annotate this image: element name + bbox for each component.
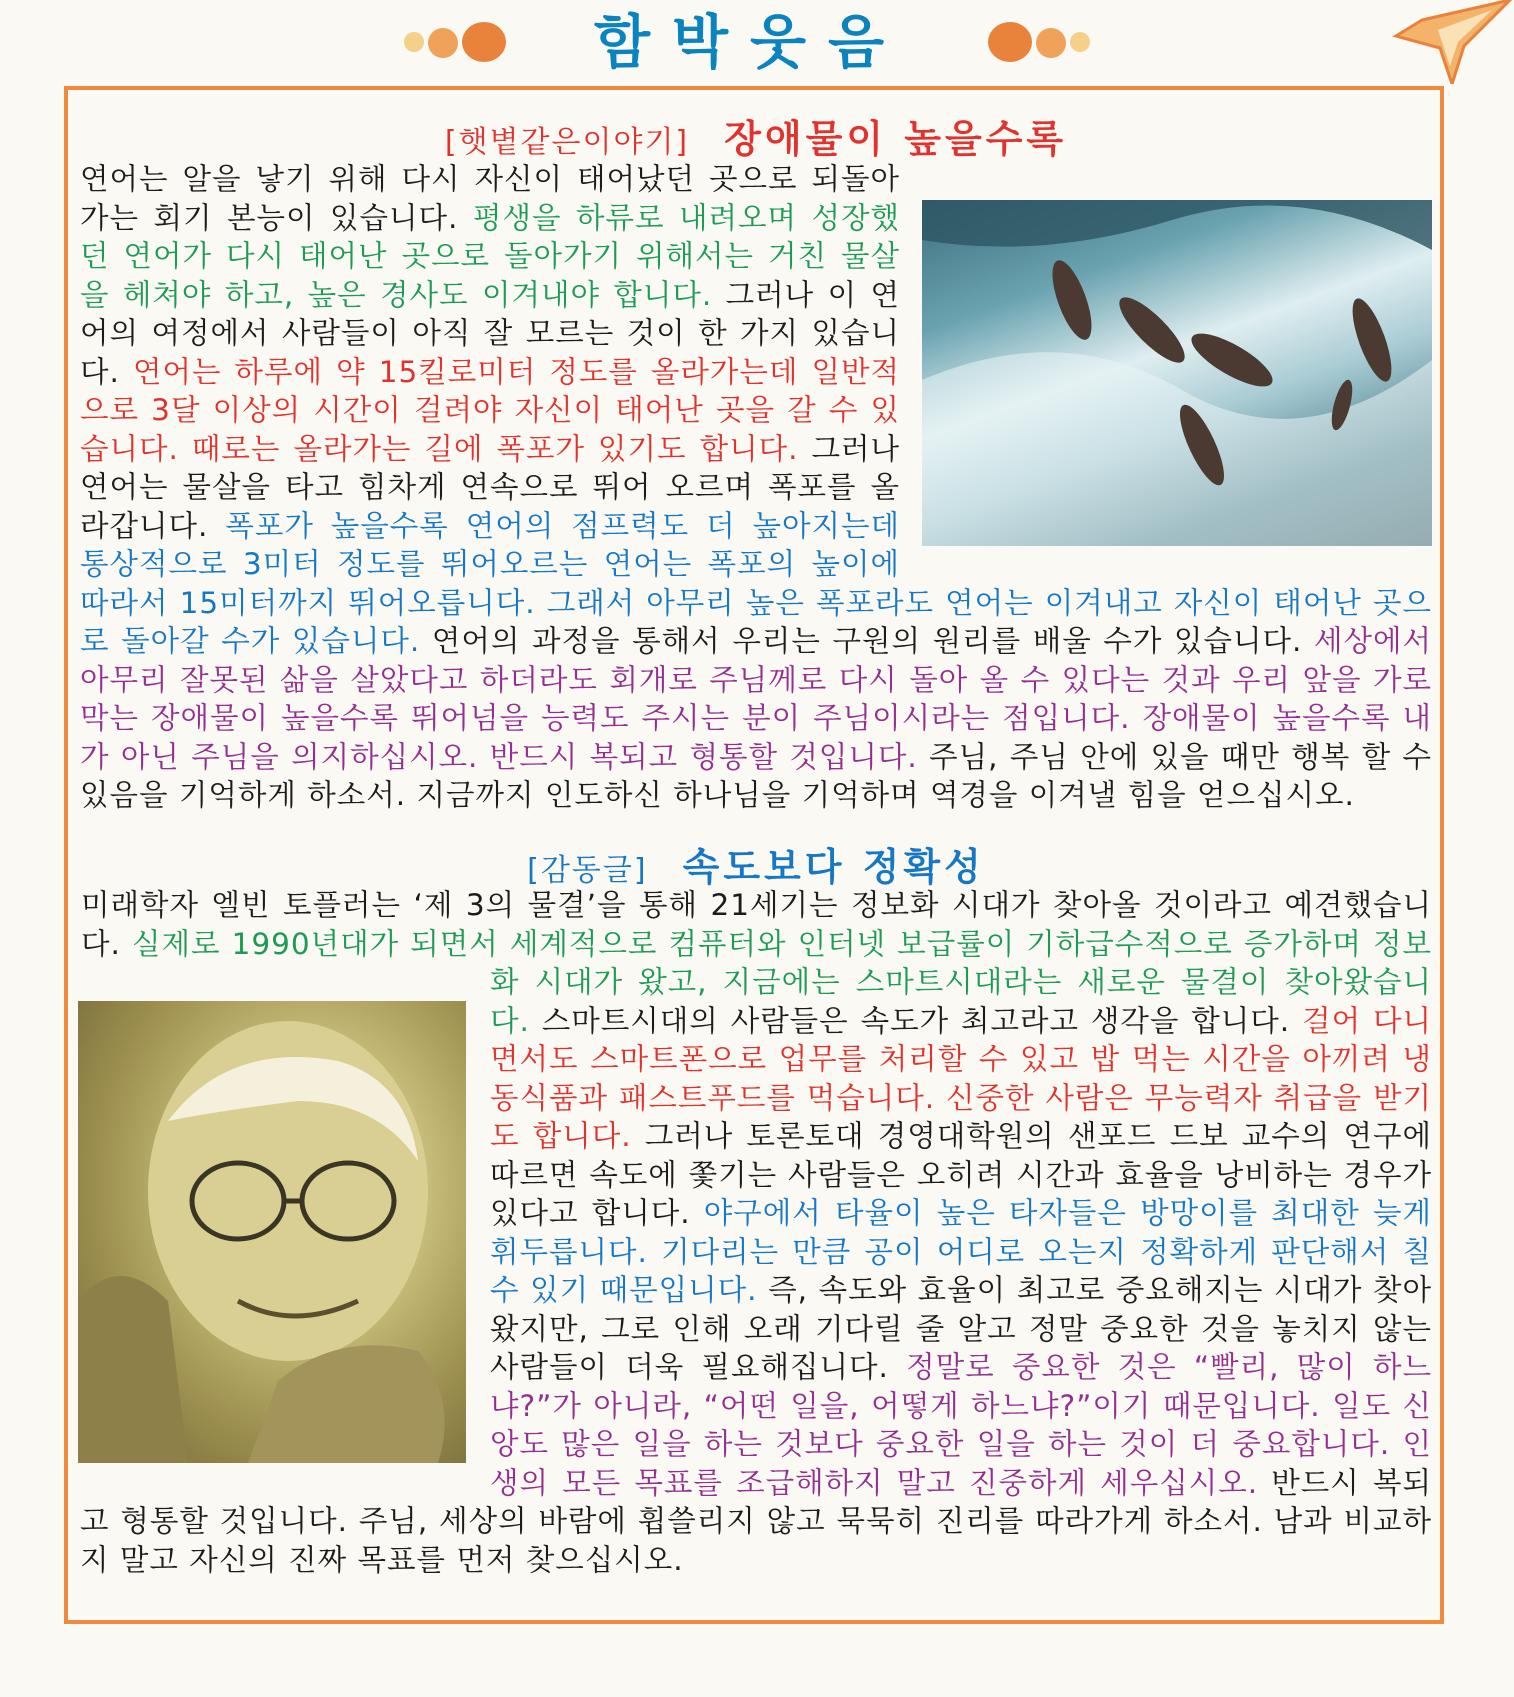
star-ornament-icon [1392, 0, 1514, 84]
story1-tag: [햇볕같은이야기] [444, 125, 690, 160]
masthead-title: 함박웃음 [593, 8, 907, 76]
alvin-toffler-portrait-photo [78, 1001, 466, 1463]
story2-segment-6: 즉, 속도와 효율이 최고로 중요해지는 시대가 찾아왔지만, 그로 인해 오래 기다릴 줄 알고 정말 중요한 것을 놓치지 않는 사람들이 더욱 필요해집니다. [490, 1273, 1432, 1384]
story1-segment-4: 그러나 연어는 물살을 타고 힘차게 연속으로 뛰어 오르며 폭포를 올라갑니다. [80, 431, 900, 543]
masthead [0, 0, 1514, 82]
portrait-icon [78, 1001, 466, 1463]
story1-headline: 장애물이 높을수록 [724, 117, 1068, 161]
salmon-leaping-waterfall-photo [922, 200, 1432, 546]
story2-body [80, 886, 1432, 1579]
story1-segment-7: 세상에서 아무리 잘못된 삶을 살았다고 하더라도 회개로 주님께로 다시 돌아 올 수 있다는 것과 우리 앞을 가로막는 장애물이 높을수록 뛰어넘을 능력도 주시는 분이 주님이시라는 점입니다. 장애물이 높을수록 내가 아닌 주님을 의지하십시오. 반드시 복되고 형통할 것입니다. [80, 624, 1432, 774]
story2-segment-7: 정말로 중요한 것은 “빨리, 많이 하느냐?”가 아니라, “어떤 일을, 어떻게 하느냐?”이기 때문입니다. 일도 신앙도 많은 일을 하는 것보다 중요한 일을 하는 것이 더 중요합니다. 인생의 모든 목표를 조급해하지 말고 진중하게 세우십시오. [490, 1350, 1432, 1500]
story2-segment-8: 반드시 복되고 형통할 것입니다. 주님, 세상의 바람에 휩쓸리지 않고 묵묵히 진리를 따라가게 하소서. 남과 비교하지 말고 자신의 진짜 목표를 먼저 찾으십시오. [80, 1465, 1432, 1577]
story2-segment-5: 야구에서 타율이 높은 타자들은 방망이를 최대한 늦게 휘두릅니다. 기다리는 만큼 공이 어디로 오는지 정확하게 판단해서 칠 수 있기 때문입니다. [490, 1196, 1432, 1307]
story1-body [80, 160, 1432, 815]
story2-headline: 속도보다 정확성 [682, 845, 985, 889]
story2-segment-4: 그러나 토론토대 경영대학원의 샌포드 드보 교수의 연구에 따르면 속도에 쫓기는 사람들은 오히려 시간과 효율을 낭비하는 경우가 있다고 합니다. [490, 1119, 1432, 1230]
salmon-icon [922, 200, 1432, 546]
left-dots-ornament [404, 22, 534, 62]
story2-heading [80, 836, 1432, 891]
right-dots-ornament [988, 22, 1118, 62]
story1-heading [80, 108, 1432, 163]
story2-segment-1: 실제로 1990년대가 되면서 세계적으로 컴퓨터와 인터넷 보급률이 기하급수적으로 증가하며 정보화 시대가 왔고, 지금에는 스마트시대라는 새로운 물결이 찾아왔습니다. [132, 926, 1432, 1038]
story2-tag: [감동글] [527, 853, 648, 888]
story1-segment-5: 폭포가 높을수록 연어의 점프력도 더 높아지는데 통상적으로 3미터 정도를 뛰어오르는 연어는 폭포의 높이에 따라서 15미터까지 뛰어오릅니다. 그래서 아무리 높은 폭포라도 연어는 이겨내고 자신이 태어난 곳으로 돌아갈 수가 있습니다. [80, 508, 1432, 658]
story1-segment-3: 연어는 하루에 약 15킬로미터 정도를 올라가는데 일반적으로 3달 이상의 시간이 걸려야 자신이 태어난 곳을 갈 수 있습니다. 때로는 올라가는 길에 폭포가 있기도 합니다. [80, 354, 900, 466]
story1-segment-2: 그러나 이 연어의 여정에서 사람들이 아직 잘 모르는 것이 한 가지 있습니다. [80, 277, 901, 389]
story1-segment-8: 주님, 주님 안에 있을 때만 행복 할 수 있음을 기억하게 하소서. 지금까지 인도하신 하나님을 기억하며 역경을 이겨낼 힘을 얻으십시오. [80, 739, 1432, 812]
story2-segment-3: 걸어 다니면서도 스마트폰으로 업무를 처리할 수 있고 밥 먹는 시간을 아끼려 냉동식품과 패스트푸드를 먹습니다. 신중한 사람은 무능력자 취급을 받기도 합니다. [490, 1003, 1432, 1153]
story1-segment-1: 평생을 하류로 내려오며 성장했던 연어가 다시 태어난 곳으로 돌아가기 위해서는 거친 물살을 헤쳐야 하고, 높은 경사도 이겨내야 합니다. [80, 200, 900, 312]
story1-segment-0: 연어는 알을 낳기 위해 다시 자신이 태어났던 곳으로 되돌아가는 회기 본능이 있습니다. [80, 162, 900, 235]
story2-segment-2: 스마트시대의 사람들은 속도가 최고라고 생각을 합니다. [541, 1003, 1303, 1038]
story1-segment-6: 연어의 과정을 통해서 우리는 구원의 원리를 배울 수가 있습니다. [431, 624, 1314, 658]
story2-segment-0: 미래학자 엘빈 토플러는 ‘제 3의 물결’을 통해 21세기는 정보화 시대가 찾아올 것이라고 예견했습니다. [81, 888, 1432, 961]
